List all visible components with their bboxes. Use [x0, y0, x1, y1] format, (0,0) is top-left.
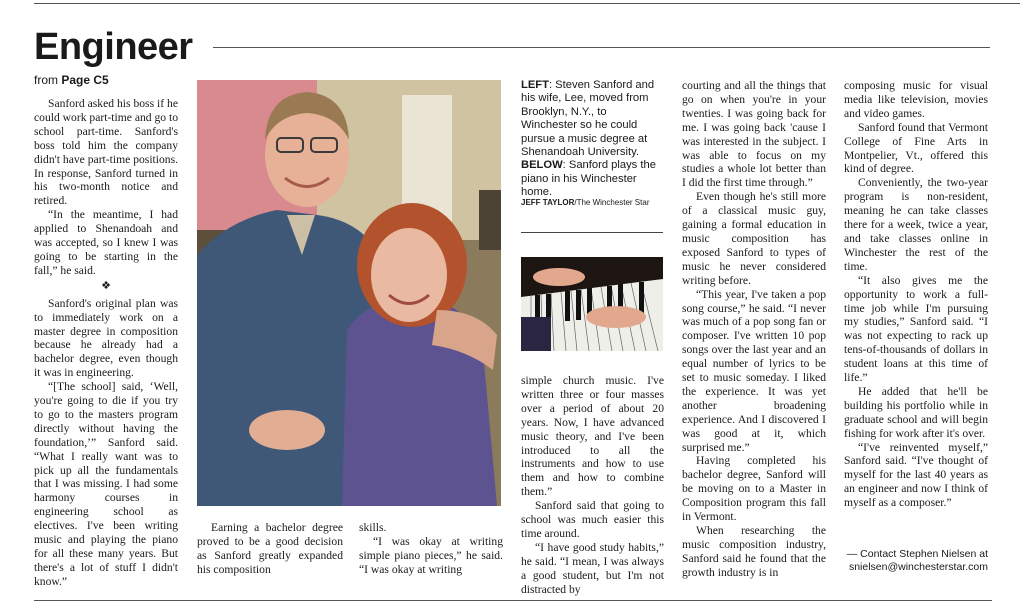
- credit-name: JEFF TAYLOR: [521, 198, 575, 207]
- caption-separator: [521, 232, 663, 233]
- caption-below-text: : Sanford plays the piano in his Winchester home.: [521, 159, 656, 199]
- caption-left-text: : Steven Sanford and his wife, Lee, moved from Brooklyn, N.Y., to Winchester so he could pursue a music degree at Shenandoah University.: [521, 79, 655, 159]
- column-4: [521, 374, 664, 597]
- paragraph: simple church music. I've written three or four masses over a period of about 20 years. Now, I have advanced music theory, and I've been introduced to all the instruments and how to use them and how to combine them.”: [521, 374, 664, 499]
- paragraph: “It also gives me the opportunity to work a full-time job while I'm pursuing my studies,” Sanford said. “I was not expecting to rack up tens-of-thousands of dollars in student loans at this time of life.”: [844, 273, 988, 385]
- piano-photo-illustration: [521, 257, 663, 351]
- credit-org: /The Winchester Star: [574, 198, 650, 207]
- paragraph: Sanford asked his boss if he could work part-time and go to school part-time. Sanford's boss told him the company didn't have part-time positions. In response, Sanford turned in his two-month notice and retired.: [34, 97, 178, 208]
- paragraph: Sanford's original plan was to immediately work on a master degree in composition because he already had a bachelor degree, even though it was in engineering.: [34, 296, 178, 380]
- paragraph: “[The school] said, ‘Well, you're going to die if you try to go to the masters program directly without having the foundation,’” Sanford said. “What I really want was to pick up all the fundamentals that I was missing. I had some harmony courses in engineering school as electives. I've been writing music and playing the piano for all these many years. But there's a lot of stuff I didn't know.”: [34, 380, 178, 588]
- paragraph: Even though he's still more of a classical music guy, gaining a formal education in music composition has exposed Sanford to types of music he never considered writing before.: [682, 190, 826, 287]
- couple-photo-illustration: [197, 80, 501, 506]
- paragraph: courting and all the things that go on when you're in your twenties. I was going back for me. I was going back 'cause I was interested in the subject. I was able to focus on my studies a whole lot better than I did the first time through.”: [682, 79, 826, 190]
- bottom-rule: [34, 600, 992, 601]
- paragraph: composing music for visual media like television, movies and video games.: [844, 79, 988, 120]
- column-3: [359, 521, 503, 577]
- paragraph: “I was okay at writing simple piano pieces,” he said. “I was okay at writing: [359, 534, 503, 576]
- headline: Engineer: [34, 26, 193, 68]
- couple-photo: [197, 80, 501, 506]
- photo-caption: [521, 79, 663, 200]
- paragraph: Earning a bachelor degree proved to be a good decision as Sanford greatly expanded his composition: [197, 521, 343, 576]
- caption-left-label: LEFT: [521, 79, 549, 91]
- column-6: [844, 79, 988, 510]
- headline-rule: [213, 47, 990, 48]
- paragraph: “I've reinvented myself,” Sanford said. “I've thought of myself for the last 40 years as an engineer and now I think of myself as a composer.”: [844, 440, 988, 510]
- column-5: [682, 79, 826, 580]
- contact-name: — Contact Stephen Nielsen at: [846, 548, 988, 560]
- paragraph: Conveniently, the two-year program is non-resident, meaning he can take classes there for a week, twice a year, and take classes online in Winchester the rest of the time.: [844, 176, 988, 273]
- contact-line: [844, 548, 988, 574]
- paragraph: “In the meantime, I had applied to Shenandoah and was accepted, so I knew I was going to be starting in the fall,” he said.: [34, 208, 178, 277]
- piano-photo: [521, 257, 663, 351]
- section-break-icon: ❖: [101, 279, 111, 292]
- jump-prefix: from: [34, 73, 58, 87]
- paragraph: “This year, I've taken a pop song course,” he said. “I never was much of a pop song fan or composer. I've written 10 pop songs over the last year and an equal number of lyrics to be set to music someday. I liked the experience. It was yet another broadening experience. And I discovered I was good at it, which surprised me.”: [682, 287, 826, 454]
- paragraph: Having completed his bachelor degree, Sanford will be moving on to a Master in Composition program this fall in Vermont.: [682, 454, 826, 524]
- top-rule: [34, 0, 1020, 4]
- photo-credit: [521, 198, 649, 207]
- paragraph: He added that he'll be building his portfolio while in graduate school and will begin fishing for work after it's over.: [844, 384, 988, 440]
- paragraph: skills.: [359, 521, 387, 534]
- jump-page: Page C5: [61, 73, 109, 87]
- jump-line: [34, 73, 109, 87]
- paragraph: When researching the music composition industry, Sanford said he found that the growth industry is in: [682, 524, 826, 579]
- paragraph: Sanford found that Vermont College of Fine Arts in Montpelier, Vt., offered this kind of degree.: [844, 120, 988, 176]
- caption-below-label: BELOW: [521, 159, 563, 172]
- contact-email: snielsen@winchesterstar.com: [848, 561, 988, 573]
- column-1: [34, 97, 178, 589]
- column-2: [197, 521, 343, 577]
- paragraph: Sanford said that going to school was much easier this time around.: [521, 499, 664, 540]
- paragraph: “I have good study habits,” he said. “I mean, I was always a good student, but I'm not distracted by: [521, 540, 664, 596]
